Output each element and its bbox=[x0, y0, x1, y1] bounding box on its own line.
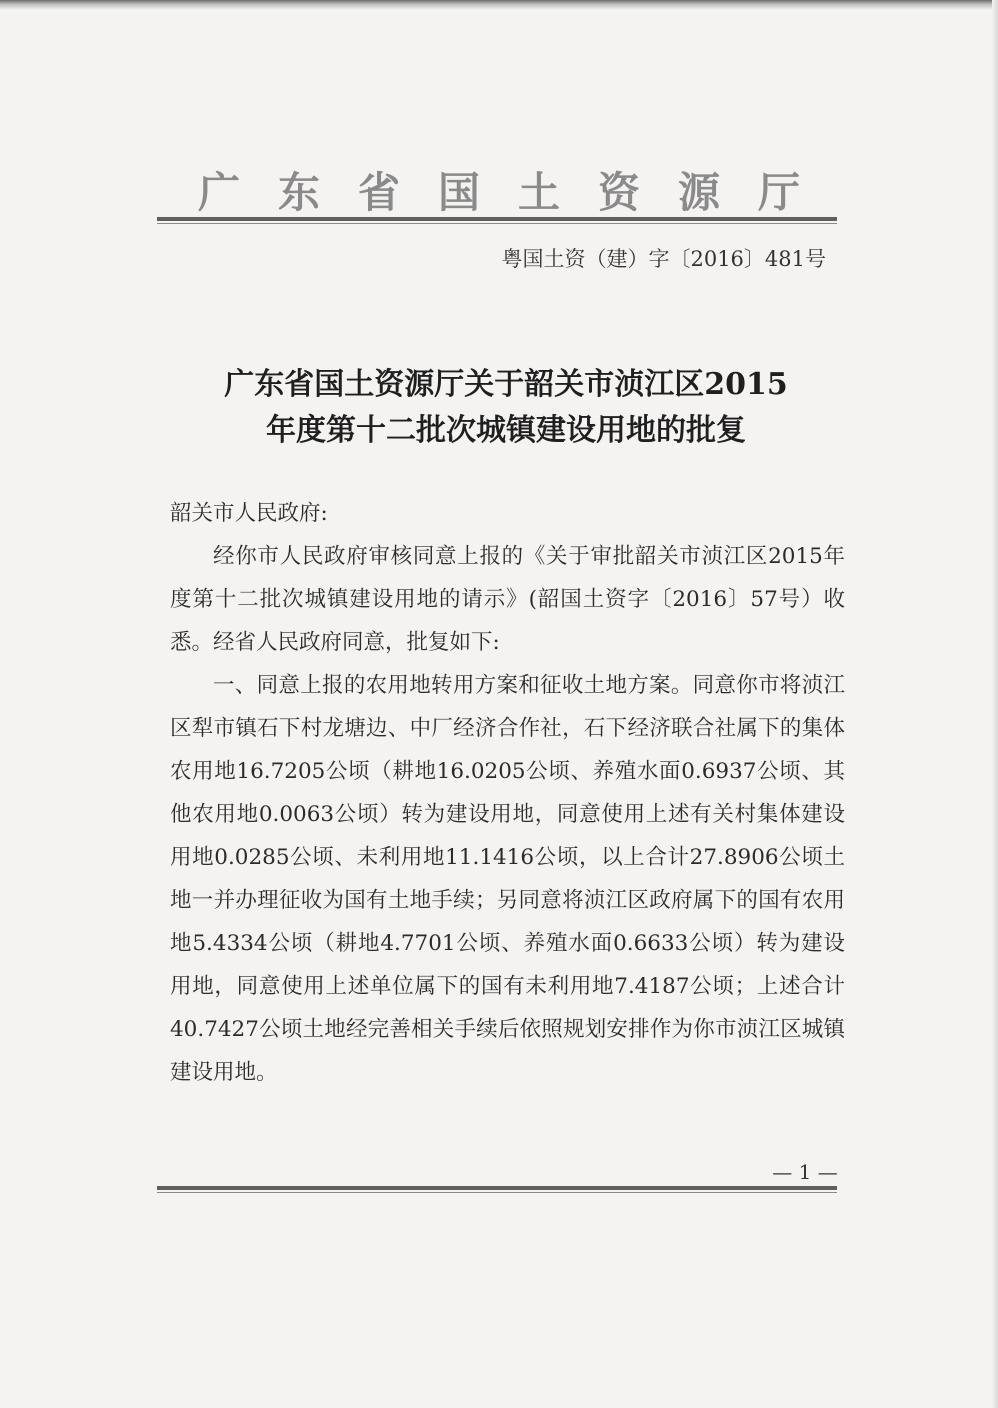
document-body bbox=[170, 492, 845, 1094]
document-title-line2: 年度第十二批次城镇建设用地的批复 bbox=[266, 413, 746, 448]
paragraph-2: 一、同意上报的农用地转用方案和征收土地方案。同意你市将浈江区犁市镇石下村龙塘边、中厂经济合作社，石下经济联合社属下的集体农用地16.7205公顷（耕地16.0205公顷、养殖水面0.6937公顷、其他农用地0.0063公顷）转为建设用地，同意使用上述有关村集体建设用地0.0285公顷、未利用地11.1416公顷，以上合计27.8906公顷土地一并办理征收为国有土地手续；另同意将浈江区政府属下的国有农用地5.4334公顷（耕地4.7701公顷、养殖水面0.6633公顷）转为建设用地，同意使用上述单位属下的国有未利用地7.4187公顷；上述合计40.7427公顷土地经完善相关手续后依照规划安排作为你市浈江区城镇建设用地。 bbox=[170, 673, 845, 1085]
footer-rule-thin bbox=[157, 1192, 837, 1193]
scan-top-edge bbox=[0, 0, 998, 10]
document-number: 粤国土资（建）字〔2016〕481号 bbox=[501, 247, 826, 271]
salutation: 韶关市人民政府: bbox=[170, 501, 328, 526]
document-title bbox=[150, 362, 862, 454]
header-rule bbox=[157, 217, 837, 221]
document-title-line1: 广东省国土资源厅关于韶关市浈江区2015 bbox=[224, 367, 788, 402]
header-rule-thin bbox=[157, 223, 837, 224]
scan-right-edge bbox=[992, 0, 998, 1408]
paragraph-1: 经你市人民政府审核同意上报的《关于审批韶关市浈江区2015年度第十二批次城镇建设用地的请示》(韶国土资字〔2016〕57号）收悉。经省人民政府同意，批复如下: bbox=[170, 544, 845, 655]
page-number: — 1 — bbox=[772, 1160, 838, 1184]
issuer-header: 广东省国土资源厅 bbox=[198, 168, 839, 217]
footer-rule bbox=[157, 1186, 837, 1190]
